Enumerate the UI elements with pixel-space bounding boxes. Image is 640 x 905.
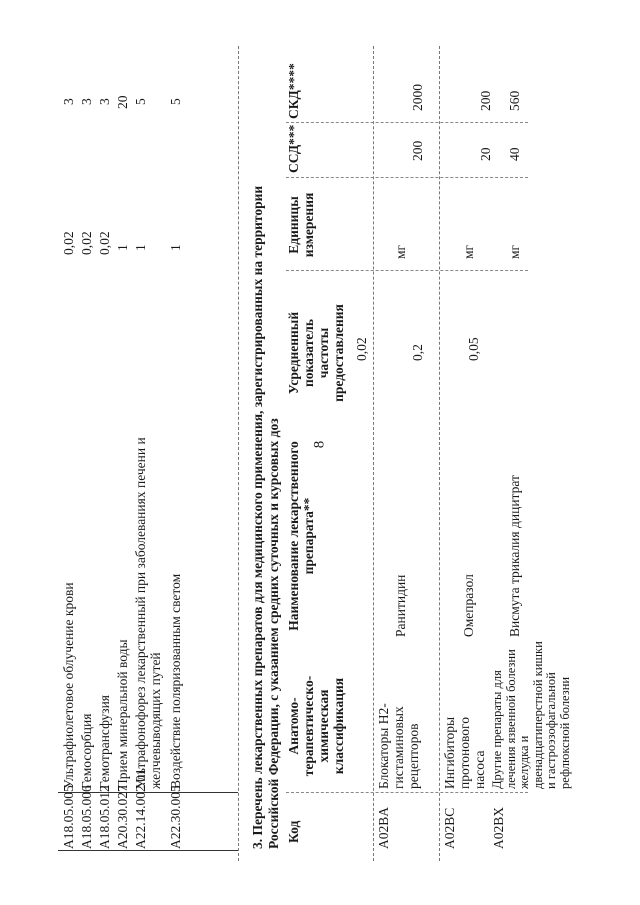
row-divider — [439, 46, 440, 861]
drug-code: A02BC — [442, 807, 457, 849]
drug-skd: 200 — [478, 90, 493, 111]
col-divider — [286, 270, 528, 271]
section-title: 3. Перечень лекарственных препаратов для медицинского применения, зарегистрированных на территории — [250, 185, 265, 849]
drug-atc: Блокаторы Н2-гистаминовых рецепторов — [376, 703, 421, 789]
header-drug-name: Наименование лекарственного препарата** — [286, 441, 316, 631]
header-ssd: ССД*** — [286, 124, 301, 173]
service-frequency: 1 — [115, 244, 130, 251]
col-divider — [286, 792, 528, 793]
service-code: A18.05.006 — [79, 785, 94, 849]
page-number: 8 — [311, 440, 328, 449]
service-multiplicity: 5 — [168, 98, 183, 105]
drug-unit: мг — [507, 244, 522, 259]
service-multiplicity: 3 — [79, 98, 94, 105]
header-atc: Анатомо-терапевтическо-химическая классификация — [286, 675, 346, 777]
drug-frequency: 0,05 — [466, 337, 481, 361]
service-multiplicity: 3 — [97, 98, 112, 105]
service-name: Гемосорбция — [79, 713, 94, 789]
col-divider — [286, 177, 528, 178]
service-name: Гемотрансфузия — [97, 695, 112, 789]
drug-name: Омепразол — [461, 574, 476, 637]
services-bottom-line — [238, 46, 239, 861]
header-code: Код — [286, 820, 301, 843]
header-units: Единицы измерения — [286, 192, 316, 258]
rotated-page — [58, 46, 572, 861]
drug-ssd: 40 — [507, 147, 522, 161]
service-name: Воздействие поляризованным светом — [168, 573, 183, 789]
drug-frequency: 0,02 — [354, 337, 369, 361]
drug-name: Висмута трикалия дицитрат — [507, 475, 522, 637]
drug-frequency: 0,2 — [410, 344, 425, 361]
header-skd: СКД**** — [286, 63, 301, 119]
col-divider — [286, 122, 528, 123]
header-frequency: Усредненный показатель частоты предоставления — [286, 304, 346, 402]
drug-unit: мг — [461, 244, 476, 259]
drug-atc: Другие препараты для лечения язвенной болезни желудка и двенадцатиперстной кишки и гастроэзофагальной рефлюксной болезни — [490, 641, 572, 789]
service-frequency: 0,02 — [79, 231, 94, 255]
service-name: Прием минеральной воды — [115, 639, 130, 789]
service-code: A20.30.027 — [115, 785, 130, 849]
drug-skd: 560 — [507, 90, 522, 111]
service-multiplicity: 5 — [133, 98, 148, 105]
drug-ssd: 200 — [410, 140, 425, 161]
drug-atc: Ингибиторы протонового насоса — [442, 716, 487, 789]
service-code: A22.30.005 — [168, 785, 183, 849]
row-divider — [373, 46, 374, 861]
service-code: A18.05.005 — [61, 785, 76, 849]
service-code: A18.05.012 — [97, 785, 112, 849]
drug-skd: 2000 — [410, 84, 425, 111]
service-frequency: 1 — [168, 244, 183, 251]
service-code: A22.14.002.01 — [133, 768, 148, 849]
service-multiplicity: 3 — [61, 98, 76, 105]
service-name: Ультрафиолетовое облучение крови — [61, 582, 76, 789]
drug-unit: мг — [393, 244, 408, 259]
service-multiplicity: 20 — [115, 95, 130, 109]
service-frequency: 1 — [133, 244, 148, 251]
drug-code: A02BX — [491, 806, 506, 849]
drug-code: A02BA — [376, 806, 391, 849]
services-col-divider — [58, 850, 238, 851]
service-frequency: 0,02 — [61, 231, 76, 255]
drug-ssd: 20 — [478, 147, 493, 161]
drug-name: Ранитидин — [393, 574, 408, 637]
service-name: Ультрафонофорез лекарственный при заболеваниях печени и желчевыводящих путей — [133, 437, 163, 789]
section-subtitle: Российской Федерации, с указанием средних суточных и курсовых доз — [266, 418, 281, 849]
service-frequency: 0,02 — [97, 231, 112, 255]
